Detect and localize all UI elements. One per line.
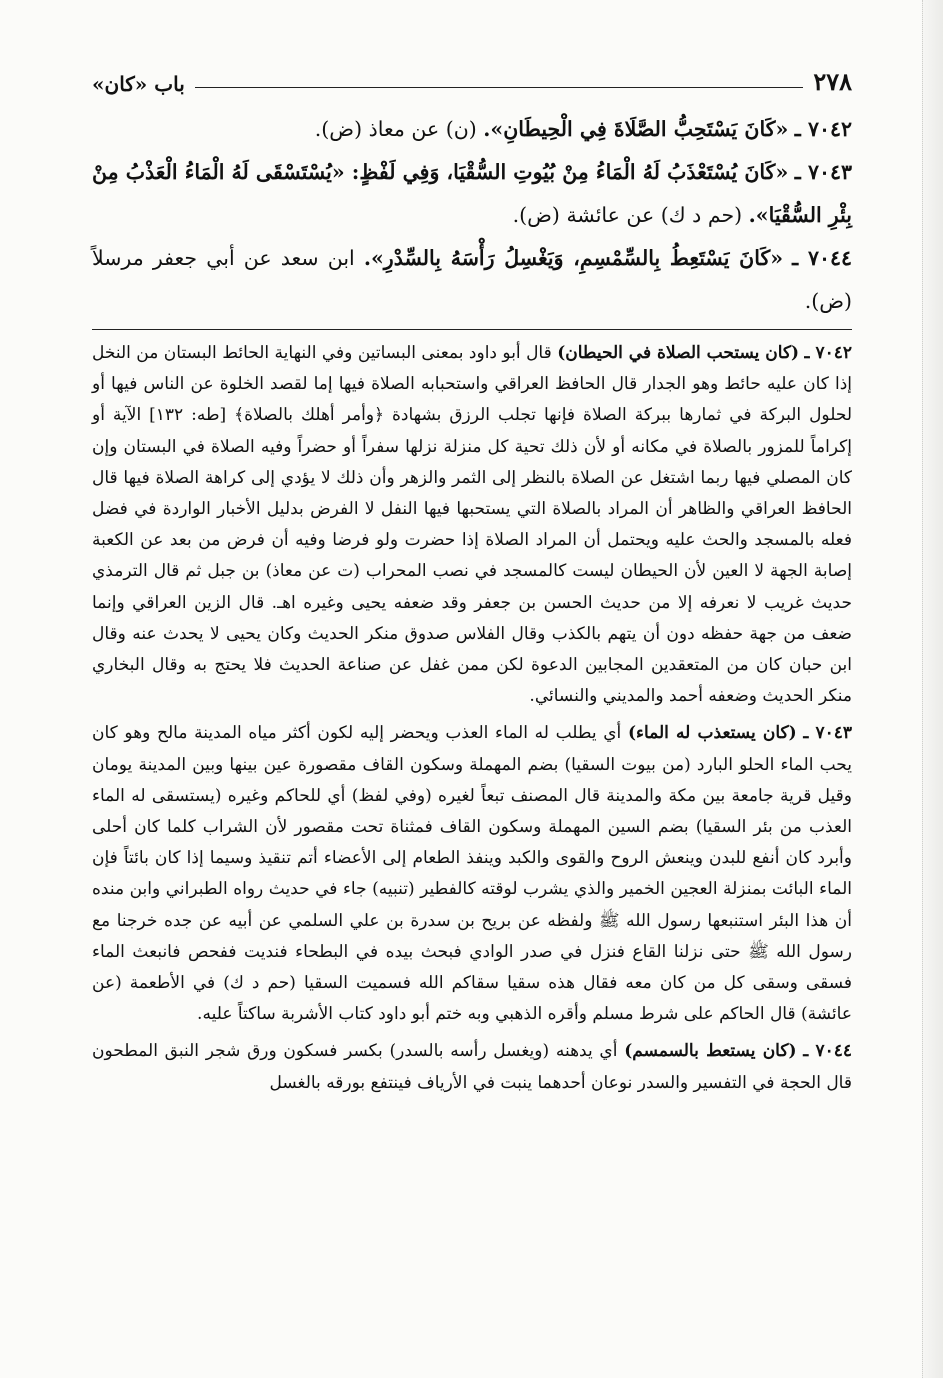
commentary-7043 [92,718,852,1030]
commentary-text: أي يطلب له الماء العذب ويحضر إليه لكون أكثر مياه المدينة مالح وهو كان يحب الماء الحلو البارد (من بيوت السقيا) بضم المهملة وسكون القاف مقصورة عين بينها وبين المدينة يومان وقيل قرية جامعة بين مكة والمدينة قال المصنف تبعاً لغيره (وفي لفظ) أي للحاكم وغيره (يستسقى له الماء العذب من بئر السقيا) بضم السين المهملة وسكون القاف فمثناة تحت مقصور لأن الشراب كلما كان أحلى وأبرد كان أنفع للبدن وينعش الروح والقوى والكبد وينفذ الطعام إلى الأعضاء أتم تنقيذ وسيما إذا كان بائتاً فإن الماء البائت بمنزلة العجين الخمير والذي يشرب لوقته كالفطير (تنبيه) جاء في حديث رواه الطبراني وابن منده أن هذا البئر استنبعها رسول الله ﷺ ولفظه عن بريح بن سدرة بن علي السلمي عن أبيه عن جده خرجنا مع رسول الله ﷺ حتى نزلنا القاع فنزل في صدر الوادي فبحث بيده في البطحاء فنديت ففحص فانبعث الماء فسقى وسقى كل من كان معه فقال هذه سقيا سقاكم الله فسميت السقيا (حم د ك) في الأطعمة (عن عائشة) قال الحاكم على شرط مسلم وأقره الذهبي وبه ختم أبو داود كتاب الأشربة ساكتاً عليه. [92,723,852,1025]
hadith-text: «كَانَ يَسْتَحِبُّ الصَّلَاةَ فِي الْحِيطَانِ». [483,117,789,141]
commentary-7044 [92,1036,852,1098]
page-header [92,60,852,94]
commentary-lemma: (كان يستعط بالسمسم) [624,1041,797,1062]
header-rule [195,87,804,88]
chapter-title: باب «كان» [92,72,185,96]
hadith-number: ٧٠٤٤ ـ [792,246,852,270]
commentary-divider [92,329,852,330]
hadith-text: «كَانَ يَسْتَعِطُ بِالسِّمْسِمِ، وَيَغْسِلُ رَأْسَهُ بِالسِّدْرِ». [363,246,784,270]
hadith-7042 [92,108,852,151]
commentary-number: ٧٠٤٢ ـ [804,343,853,363]
commentary-lemma: (كان يستحب الصلاة في الحيطان) [557,343,800,363]
book-page [92,60,852,1105]
commentary-lemma: (كان يستعذب له الماء) [627,723,797,744]
hadith-text: «كَانَ يُسْتَعْذَبُ لَهُ الْمَاءُ مِنْ بُيُوتِ السُّقْيَا، وَفِي لَفْظٍ: «يُسْتَسْقَى لَهُ الْمَاءُ الْعَذْبُ مِنْ بِئْرِ السُّقْيَا». [91,160,852,227]
page-number: ٢٧٨ [813,67,852,96]
commentary-number: ٧٠٤٣ ـ [803,723,853,744]
hadith-number: ٧٠٤٣ ـ [794,160,852,184]
scan-edge [922,0,943,1378]
hadith-7044 [92,237,852,323]
hadith-source: ابن سعد عن أبي جعفر مرسلاً (ض). [92,246,852,313]
hadith-number: ٧٠٤٢ ـ [794,117,852,141]
hadith-source: (حم د ك) عن عائشة (ض). [512,203,743,227]
commentary-text: أي يدهنه (ويغسل رأسه بالسدر) بكسر فسكون ورق شجر النبق المطحون قال الحجة في التفسير والسدر نوعان أحدهما ينبت في الأرياف فينتفع بورقه بالغسل [92,1041,852,1093]
commentary-number: ٧٠٤٤ ـ [803,1041,853,1062]
commentary-7042 [92,338,852,712]
hadith-7043 [92,151,852,237]
commentary-text: قال أبو داود بمعنى البساتين وفي النهاية الحائط البستان من النخل إذا كان عليه حائط وهو الجدار قال الحافظ العراقي واستحبابه الصلاة فيها إما لقصد الخلوة عن الناس فيها أو لحلول البركة في ثمارها ببركة الصلاة فإنها تجلب الرزق بشهادة ﴿وأمر أهلك بالصلاة﴾ [طه: ١٣٢] الآية أو إكراماً للمزور بالصلاة في مكانه أو لأن ذلك تحية كل منزلة نزلها سفراً أو حضراً وفيه الصلاة في البستان وإن كان المصلي فيها ربما اشتغل عن الصلاة بالنظر إلى الثمر والزهر وأن ذلك لا يؤدي إلى كراهة الصلاة فيها قال الحافظ العراقي والظاهر أن المراد بالصلاة التي يستحبها فيها النفل لا الفرض بدليل الأخبار الواردة في فضل فعله بالمسجد والحث عليه ويحتمل أن المراد الصلاة إذا حضرت ولو فرضا وفيه أن فرض من بعد عن الكعبة إصابة الجهة لا العين لأن الحيطان ليست كالمسجد في نصب المحراب (ت عن معاذ) بن جبل ثم قال الترمذي حديث غريب لا نعرفه إلا من حديث الحسن بن جعفر وقد ضعفه يحيى وغيره اهـ. قال الزين العراقي وإنما ضعف من جهة حفظه دون أن يتهم بالكذب وقال الفلاس صدوق منكر الحديث وكان يحيى لا يحدث عنه وقال ابن حبان كان من المتعقدين المجابين الدعوة لكن ممن غفل عن صناعة الحديث فلا يحتج به وقال البخاري منكر الحديث وضعفه أحمد والمديني والنسائي. [92,343,852,707]
hadith-source: (ن) عن معاذ (ض). [314,117,477,141]
